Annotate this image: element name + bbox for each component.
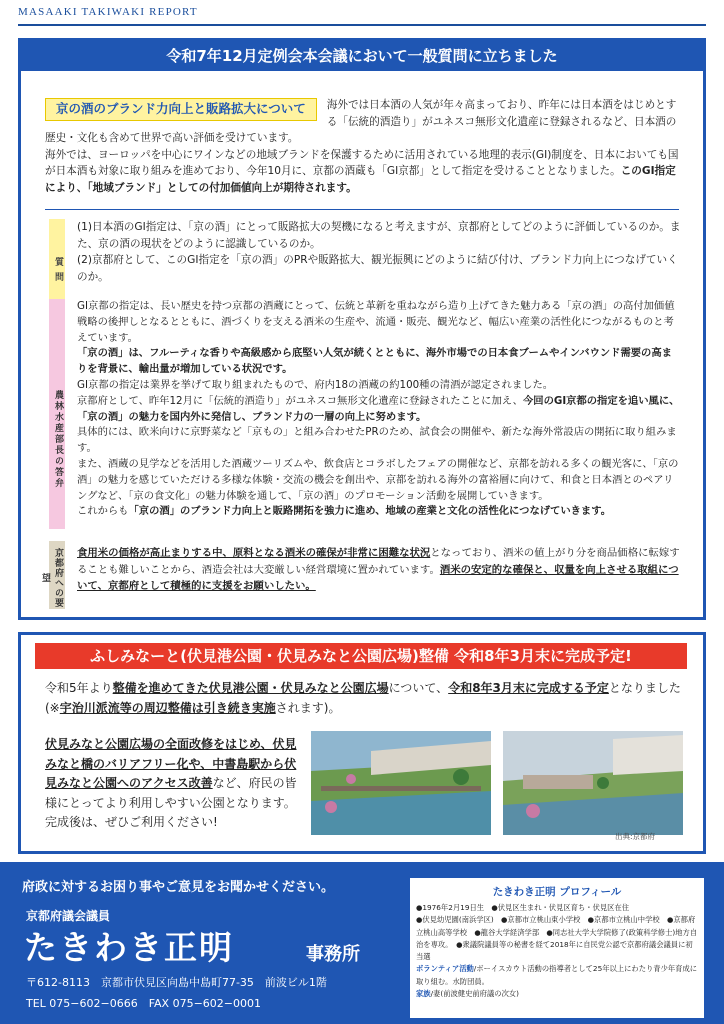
park-t6: 宇治川派流等の周辺整備は引き続き実施 bbox=[59, 700, 276, 715]
footer-name: たきわき正明 bbox=[24, 928, 234, 967]
request-3: 酒米の安定的な確保と、収量を向上させる取組について、京都府として積極的に支援をお願いしたい。 bbox=[77, 563, 679, 592]
park-t4: 令和8年3月末に完成する予定 bbox=[448, 681, 609, 695]
footer-office: 事務所 bbox=[306, 944, 360, 965]
footer-role: 京都府議会議員 bbox=[26, 909, 111, 923]
question-label: 質問 bbox=[49, 219, 65, 311]
park-rendering-2 bbox=[503, 731, 683, 835]
request-1: 食用米の価格が高止まりする中、原料となる酒米の確保が非常に困難な状況 bbox=[77, 547, 431, 559]
profile-3b: /ボーイスカウト活動の指導者として25年以上にわたり青少年育成に取り組む。水防団員。 bbox=[416, 964, 698, 986]
divider bbox=[45, 209, 679, 210]
intro-b: 海外では、ヨーロッパを中心にワインなどの地域ブランドを保護するために活用されている地理的表示(GI)制度を、日本においても国が日本酒も対象に取り組みを進めており、今年10月に、京都の酒蔵も「GI京都」として指定を受けることとなりました。 bbox=[45, 148, 679, 177]
answer-7 bbox=[77, 504, 681, 520]
park-l3: 完成後は、ぜひご利用ください! bbox=[45, 815, 218, 829]
intro-a: 海外では日本酒の人気が年々高まっており、昨年には日本酒をはじめとする「伝統的酒造り」がユネスコ無形文化遺産に登録されるなど、日本酒の歴史・文化も含めて世界で高い評価を受けています。 bbox=[45, 99, 677, 144]
park-t1: 令和5年より bbox=[45, 681, 113, 695]
park-t3: について、 bbox=[388, 681, 449, 695]
park-details bbox=[45, 735, 305, 833]
intro-c: このGI指定により、「地域ブランド」としての付加価値向上が期待されます。 bbox=[45, 165, 676, 194]
request-2: となっており、酒米の値上がり分を商品価格に転嫁することも難しいことから、酒造会社は大変厳しい経営環境に置かれています。 bbox=[77, 547, 680, 576]
answer-1: GI京都の指定は、長い歴史を持つ京都の酒蔵にとって、伝統と革新を重ねながら造り上げてきた魅力ある「京の酒」の高付加価値戦略の後押しとなるとともに、酒づくりを支える酒米の生産や、流通・販売、観光など、幅広い産業の活性化につながるものと考えています。 bbox=[77, 300, 675, 344]
topic-tag: 京の酒のブランド力向上と販路拡大について bbox=[45, 98, 317, 121]
park-rendering-1 bbox=[311, 731, 491, 835]
profile-1: ●1976年2月19日生 ●伏見区生まれ・伏見区育ち・伏見区在住 bbox=[416, 903, 630, 912]
answer-3: GI京都の指定は業界を挙げて取り組まれたもので、府内18の酒蔵の約100種の清酒が認定されました。 bbox=[77, 378, 554, 391]
profile-title: たきわき正明 プロフィール bbox=[492, 886, 622, 898]
header-divider bbox=[18, 24, 706, 26]
park-title: ふしみなーと(伏見港公園・伏見みなと公園広場)整備 令和8年3月末に完成予定! bbox=[35, 643, 687, 669]
footer-address: 〒612-8113 京都市伏見区向島中島町77-35 前波ビル1階 bbox=[26, 976, 327, 989]
assembly-section bbox=[18, 38, 706, 620]
profile-box bbox=[410, 878, 704, 1018]
answer-5: 具体的には、欧米向けに京野菜など「京もの」と組み合わせたPRのため、試食会の開催や、新たな海外常設店の開拓に取り組みます。 bbox=[77, 426, 677, 455]
profile-2: ●伏見幼児園(南浜学区) ●京都市立桃山東小学校 ●京都市立桃山中学校 ●京都府立桃山高等学校 ●龍谷大学経済学部 ●同志社大学大学院修了(政策科学修士)地方自治を専攻。 ●衆議院議員等の秘書を経て2018年に自民党公認で京都府議会議員に初当選 bbox=[416, 915, 698, 962]
park-t7: されます)。 bbox=[275, 700, 341, 715]
footer bbox=[0, 862, 724, 1024]
park-l2: など、府民の皆様にとってより利用しやすい公園となります。 bbox=[45, 776, 297, 810]
footer-ask: 府政に対するお困り事やご意見をお聞かせください。 bbox=[22, 880, 335, 895]
answer-2: 「京の酒」は、フルーティな香りや高級感から底堅い人気が続くとともに、海外市場での日本食ブームやインバウンド需要の高まりを背景に、輸出量が増加している状況です。 bbox=[77, 347, 672, 376]
profile-3a: ボランティア活動 bbox=[416, 964, 474, 974]
answer-text bbox=[77, 299, 681, 520]
question-text bbox=[77, 219, 681, 285]
answer-4a: 京都府として、昨年12月に「伝統的酒造り」がユネスコ無形文化遺産に登録されたことに加え、 bbox=[77, 394, 523, 407]
question-2: (2)京都府として、このGI指定を「京の酒」のPRや販路拡大、観光振興にどのように結び付け、ブランド力向上につなげていくのか。 bbox=[77, 254, 678, 283]
profile-4b: /妻(前波健史前府議の次女) bbox=[430, 989, 520, 999]
answer-7a: これからも bbox=[77, 505, 129, 518]
request-text bbox=[77, 545, 681, 595]
image-credit: 出典:京都府 bbox=[615, 832, 656, 841]
footer-contact: TEL 075−602−0666 FAX 075−602−0001 bbox=[26, 997, 262, 1010]
answer-4b: 今回のGI京都の指定を追い風に、「京の酒」の魅力を国内外に発信し、ブランド力の一層の向上に努めます。 bbox=[77, 394, 680, 423]
answer-label: 農林水産部長の答弁 bbox=[49, 299, 65, 529]
question-1: (1)日本酒のGI指定は、「京の酒」にとって販路拡大の契機になると考えますが、京都府としてどのように評価しているのか。また、京の酒の現状をどのように認識しているのか。 bbox=[77, 221, 681, 250]
park-t5: となりました(※ bbox=[45, 681, 681, 715]
park-text bbox=[45, 679, 685, 718]
park-l1: 伏見みなと公園広場の全面改修をはじめ、伏見みなと橋のバリアフリー化や、中書島駅から伏見みなと公園へのアクセス改善 bbox=[45, 737, 297, 790]
answer-6: また、酒蔵の見学などを活用した酒蔵ツーリズムや、飲食店とコラボしたフェアの開催など、京都を訪れる多くの観光客に、「京の酒」の魅力を感じていただける多様な体験・交流の機会を創出や、京都を訪れる海外の富裕層に向けて、和食と日本酒とのペアリングなど、「京の食文化」の魅力体験を通して、「京の酒」のプロモーション活動を展開していきます。 bbox=[77, 457, 679, 502]
request-label: 京都府への要望 bbox=[49, 541, 65, 609]
report-header: MASAAKI TAKIWAKI REPORT bbox=[18, 6, 198, 18]
answer-7b: 「京の酒」のブランド力向上と販路開拓を強力に進め、地域の産業と文化の活性化につなげていきます。 bbox=[128, 505, 611, 518]
profile-4a: 家族 bbox=[416, 989, 431, 999]
profile-text bbox=[416, 902, 698, 1000]
park-t2: 整備を進めてきた伏見港公園・伏見みなと公園広場 bbox=[112, 681, 389, 695]
park-section bbox=[18, 632, 706, 854]
intro-text bbox=[45, 97, 679, 196]
section-title: 令和7年12月定例会本会議において一般質問に立ちました bbox=[21, 41, 703, 71]
answer-4 bbox=[77, 394, 681, 426]
